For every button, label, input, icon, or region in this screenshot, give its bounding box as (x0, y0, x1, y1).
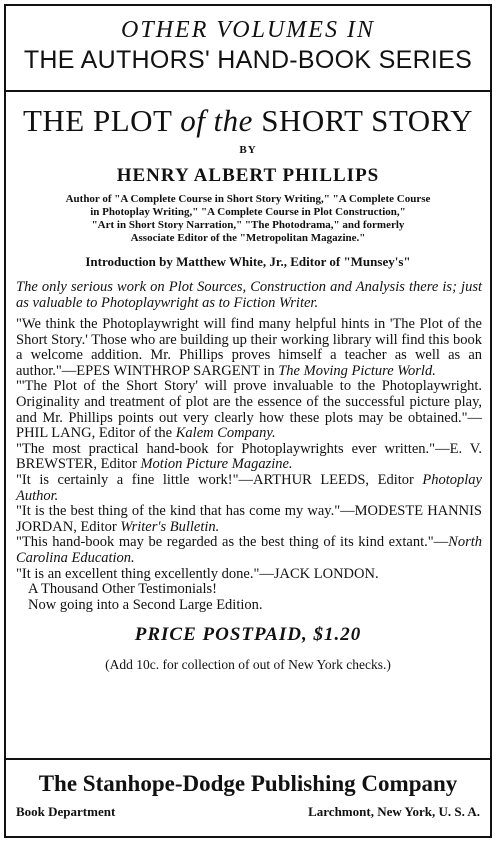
author-credits-line: in Photoplay Writing," "A Complete Course in Plot Construction," (90, 206, 406, 218)
testimonial-source: Kalem Company. (175, 425, 276, 442)
testimonial-source: Writer's Bulletin. (120, 518, 220, 535)
testimonial (14, 504, 482, 535)
testimonial-source: Motion Picture Magazine. (140, 456, 293, 473)
testimonial (14, 567, 482, 583)
book-description (6, 103, 490, 673)
author-credits-line: Author of "A Complete Course in Short Story Writing," "A Complete Course (65, 193, 431, 205)
testimonial-text: "'The Plot of the Short Story' will prove invaluable to the Photoplaywright. Originality and treatment of plot are the essence of the successful picture play, and Mr. Phillips points out very clearly how these plots may be obtained."—PHIL LANG, Editor of the (16, 378, 482, 442)
author-credits-line: Associate Editor of the "Metropolitan Magazine." (130, 232, 366, 244)
series-header (6, 6, 490, 92)
publisher-address: Larchmont, New York, U. S. A. (308, 804, 480, 819)
book-title-part2: of the (180, 103, 253, 138)
lead-statement: The only serious work on Plot Sources, Construction and Analysis there is; just as valuable to Photoplaywright as to Fiction Writer. (16, 279, 482, 311)
by-label: BY (239, 144, 257, 156)
testimonial-list (14, 317, 482, 613)
series-header-line2: THE AUTHORS' HAND-BOOK SERIES (23, 46, 473, 74)
publisher-footer (6, 758, 490, 836)
book-title (14, 103, 482, 139)
author-credits-line: "Art in Short Story Narration," "The Photodrama," and formerly (91, 219, 405, 231)
testimonial-text: "It is certainly a fine little work!"—ARTHUR LEEDS, Editor (16, 471, 423, 488)
series-header-line1: OTHER VOLUMES IN (121, 17, 375, 43)
author-name: HENRY ALBERT PHILLIPS (116, 165, 380, 186)
testimonial (14, 317, 482, 379)
testimonial (14, 535, 482, 566)
testimonial-source: North Carolina Education. (16, 534, 482, 566)
testimonials-count: A Thousand Other Testimonials! (28, 581, 217, 598)
edition-note: Now going into a Second Large Edition. (28, 596, 263, 613)
price: PRICE POSTPAID, $1.20 (134, 624, 362, 646)
testimonial (14, 442, 482, 473)
testimonial-source: Photoplay Author. (16, 471, 482, 504)
testimonial-text: "We think the Photoplaywright will find many helpful hints in 'The Plot of the Short Story.' Those who are building up their working library will find this book a welcome addition. Mr. Phillips proves himself a teacher as well as an author."—EPES WINTHROP SARGENT in (16, 316, 482, 379)
advertisement-page (4, 4, 492, 838)
testimonial-text: "This hand-book may be regarded as the best thing of its kind extant."— (16, 534, 449, 551)
introduction-credit: Introduction by Matthew White, Jr., Editor of "Munsey's" (85, 254, 411, 269)
testimonial-text: "The most practical hand-book for Photoplaywrights ever written."—E. V. BREWSTER, Editor (16, 440, 482, 473)
testimonial-text: "It is an excellent thing excellently done."—JACK LONDON. (16, 565, 379, 582)
testimonial-text: "It is the best thing of the kind that has come my way."—MODESTE HANNIS JORDAN, Editor (16, 503, 482, 535)
testimonial (14, 379, 482, 441)
book-department: Book Department (16, 804, 116, 819)
publisher-name: The Stanhope-Dodge Publishing Company (38, 771, 458, 796)
testimonial (14, 473, 482, 504)
book-title-part1: THE PLOT (22, 103, 181, 138)
checks-note: (Add 10c. for collection of out of New York checks.) (105, 657, 391, 673)
book-title-part3: SHORT STORY (252, 103, 474, 138)
publisher-address-row (6, 798, 490, 820)
author-credits (14, 193, 482, 245)
testimonial-source: The Moving Picture World. (278, 362, 436, 379)
